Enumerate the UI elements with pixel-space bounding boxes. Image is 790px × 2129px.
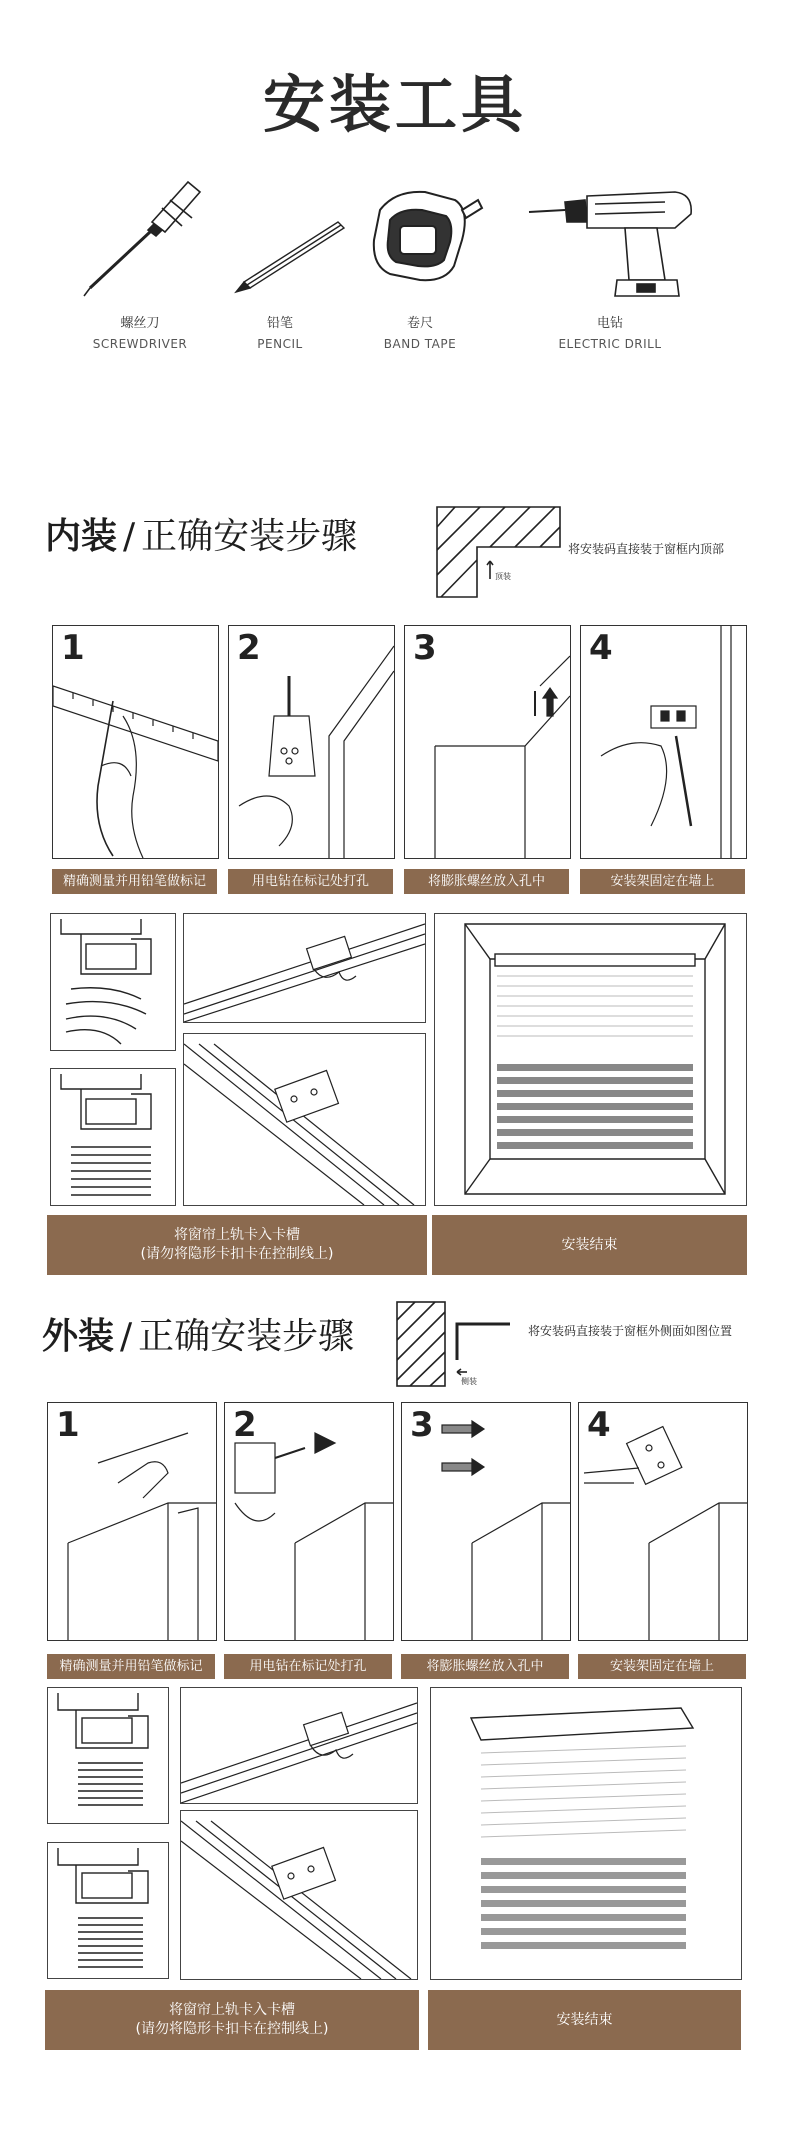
outer-finished-blind (430, 1687, 742, 1980)
pencil-icon (210, 170, 350, 300)
inner-step-1-label: 精确测量并用铅笔做标记 (52, 869, 217, 894)
inner-step-4-label: 安装架固定在墙上 (580, 869, 745, 894)
inner-diagram-label: 顶装 (495, 572, 511, 581)
outer-clip-instruction-line2: (请勿将隐形卡扣卡在控制线上) (135, 2021, 329, 2037)
inner-rail-detail-1 (183, 913, 426, 1023)
outer-title-bold: 外装 (42, 1316, 115, 1357)
rail-illustration (181, 1688, 417, 1803)
outer-section-title (42, 1308, 354, 1359)
page-title: 安装工具 (262, 68, 527, 141)
finished-blind-illustration (431, 1688, 741, 1979)
outer-note: 将安装码直接装于窗框外侧面如图位置 (528, 1324, 733, 1338)
step-number: 1 (56, 1405, 80, 1445)
outer-step-2-label: 用电钻在标记处打孔 (224, 1654, 392, 1679)
inner-step-3-label: 将膨胀螺丝放入孔中 (404, 869, 569, 894)
outer-rail-detail-1 (180, 1687, 418, 1804)
screwdriver-icon (70, 170, 210, 300)
outer-finish-label: 安装结束 (556, 2011, 613, 2028)
inner-section-title (45, 508, 357, 559)
tool-label-cn: 铅笔 (266, 316, 293, 331)
inner-clip-instruction-bar (47, 1215, 427, 1275)
inner-finish-label: 安装结束 (561, 1236, 618, 1253)
step-number: 2 (233, 1405, 257, 1445)
tool-label-en: ELECTRIC DRILL (558, 337, 662, 351)
inner-rail-detail-2 (183, 1033, 426, 1206)
inner-step-4-panel (580, 625, 747, 859)
outer-finish-bar (428, 1990, 741, 2050)
step-number: 4 (589, 628, 613, 668)
rail-illustration (184, 914, 425, 1022)
step-number: 2 (237, 628, 261, 668)
tool-label-cn: 卷尺 (406, 316, 433, 331)
outer-clip-instruction-line1: 将窗帘上轨卡入卡槽 (169, 2002, 295, 2018)
outer-step-1-label: 精确测量并用铅笔做标记 (47, 1654, 215, 1679)
outer-clip-instruction-bar (45, 1990, 419, 2050)
inner-clip-detail-1 (50, 913, 176, 1051)
inner-title-bold: 内装 (45, 516, 118, 557)
inner-finished-blind (434, 913, 747, 1206)
inner-step-2-label: 用电钻在标记处打孔 (228, 869, 393, 894)
clip-illustration (51, 1069, 175, 1205)
outer-step-1-panel (47, 1402, 217, 1641)
inner-mount-diagram (435, 505, 565, 600)
rail-illustration (184, 1034, 425, 1205)
inner-step-3-panel (404, 625, 571, 859)
tape-measure-icon (350, 170, 490, 300)
inner-step-1-panel (52, 625, 219, 859)
outer-clip-detail-1 (47, 1687, 169, 1824)
inner-clip-instruction-line2: (请勿将隐形卡扣卡在控制线上) (140, 1246, 334, 1262)
step-number: 4 (587, 1405, 611, 1445)
tool-electric-drill (525, 170, 695, 351)
tool-label-cn: 电钻 (596, 316, 623, 331)
tool-label-cn: 螺丝刀 (120, 316, 160, 331)
clip-illustration (51, 914, 175, 1050)
finished-blind-illustration (435, 914, 746, 1205)
outer-rail-detail-2 (180, 1810, 418, 1980)
inner-note: 将安装码直接装于窗框内顶部 (568, 542, 725, 556)
outer-step-3-panel (401, 1402, 571, 1641)
inner-finish-bar (432, 1215, 747, 1275)
step-number: 3 (410, 1405, 434, 1445)
step-number: 1 (61, 628, 85, 668)
tool-tape-measure (335, 170, 505, 351)
outer-title-slash: / (120, 1316, 133, 1357)
inner-title-rest: 正确安装步骤 (141, 516, 358, 557)
outer-mount-diagram (395, 1300, 515, 1390)
inner-clip-detail-2 (50, 1068, 176, 1206)
outer-title-rest: 正确安装步骤 (138, 1316, 355, 1357)
clip-illustration (48, 1843, 168, 1978)
clip-illustration (48, 1688, 168, 1823)
inner-title-slash: / (123, 516, 136, 557)
outer-step-2-panel (224, 1402, 394, 1641)
outer-diagram-label: 侧装 (461, 1377, 477, 1386)
tool-label-en: BAND TAPE (383, 337, 457, 351)
outer-clip-detail-2 (47, 1842, 169, 1979)
step-number: 3 (413, 628, 437, 668)
rail-illustration (181, 1811, 417, 1979)
outer-step-3-label: 将膨胀螺丝放入孔中 (401, 1654, 569, 1679)
outer-step-4-label: 安装架固定在墙上 (578, 1654, 746, 1679)
outer-step-4-panel (578, 1402, 748, 1641)
tool-label-en: PENCIL (257, 337, 303, 351)
electric-drill-icon (525, 170, 705, 300)
inner-clip-instruction-line1: 将窗帘上轨卡入卡槽 (174, 1227, 300, 1243)
inner-step-2-panel (228, 625, 395, 859)
tool-label-en: SCREWDRIVER (92, 337, 188, 351)
